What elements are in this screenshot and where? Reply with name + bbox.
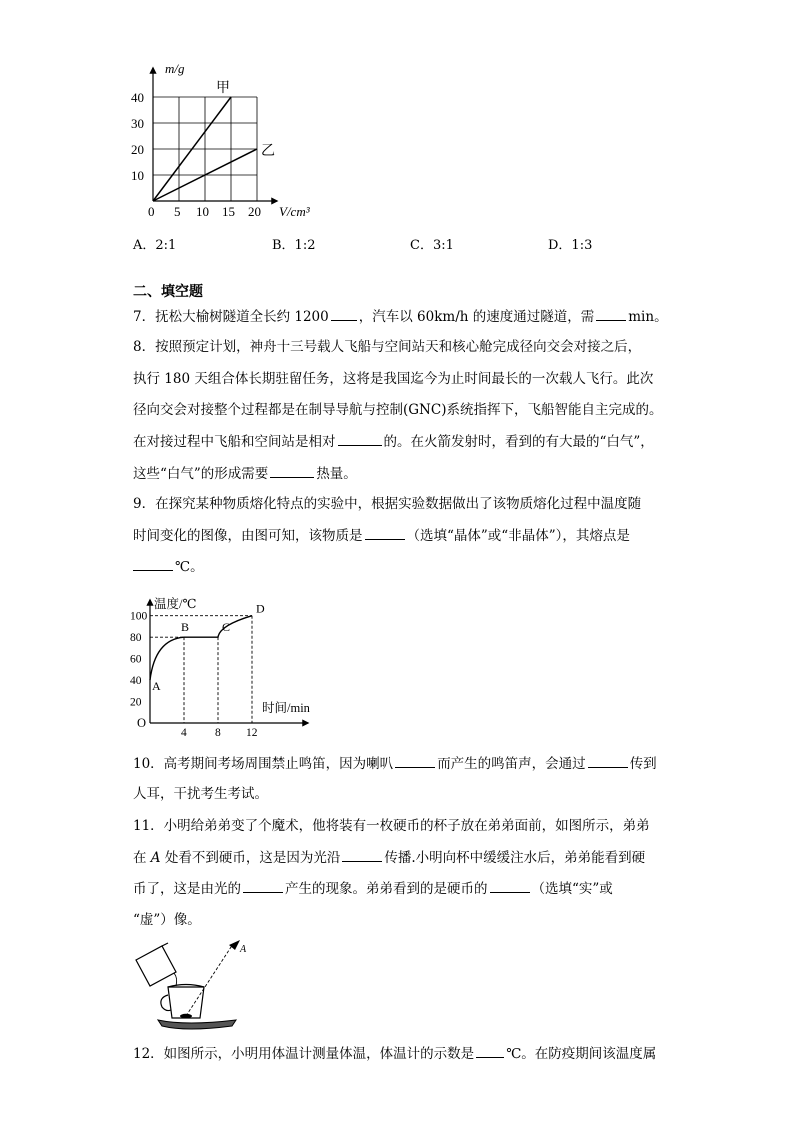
q10-blank-1[interactable] [395,754,435,768]
chart1-grid [153,97,257,201]
pitcher-icon [136,943,176,986]
q11-blank-2[interactable] [243,879,283,893]
cup-icon [161,985,204,1019]
chart1-y-label: m/g [165,61,185,76]
chart1-y-tick: 10 [131,168,144,183]
chart2-x-tick: 4 [181,727,187,737]
chart1-x-label: V/cm³ [279,204,310,219]
q11-text: 在 [133,850,151,866]
q11-text: 传播.小明向杯中缓缓注水后，弟弟能看到硬 [384,850,646,866]
eye-icon [229,940,240,950]
q7-blank-2[interactable] [596,307,626,321]
q11-text: （选填“实”或 [531,881,613,897]
q10-text: 10．高考期间考场周围禁止鸣笛，因为喇叭 [133,756,394,772]
q7-blank-1[interactable] [331,307,357,321]
question-8-line-3: 径向交会对接整个过程都是在制导导航与控制(GNC)系统指挥下，飞船智能自主完成的。 [133,402,663,418]
chart1-x-tick: 15 [222,204,235,219]
question-10-line-1 [133,754,657,773]
saucer-icon [158,1020,236,1029]
question-7 [133,307,668,326]
question-8-line-2: 执行 180 天组合体长期驻留任务，这将是我国迄今为止时间最长的一次载人飞行。此次 [133,371,654,387]
question-9-line-2 [133,526,630,545]
q7-text-3: min。 [628,309,668,325]
q12-text: ℃。在防疫期间该温度属 [506,1046,657,1062]
option-a[interactable]: A．2:1 [133,238,177,253]
q8-text: 这些“白气”的形成需要 [133,466,269,482]
section-title: 二、填空题 [133,284,203,300]
chart1-x-tick: 20 [248,204,261,219]
q9-blank-1[interactable] [365,526,405,540]
cup-coin-figure [128,932,248,1037]
figure-label-a: A [240,944,247,955]
chart2-origin: O [137,716,147,730]
chart1-origin: 0 [148,204,155,219]
melting-curve [150,616,252,680]
question-8-line-5 [133,464,357,483]
chart2-x-tick: 12 [246,727,258,737]
chart2-guides [150,616,252,723]
chart2-y-tick: 20 [130,696,142,709]
q11-blank-1[interactable] [342,848,382,862]
chart2-y-tick: 60 [130,653,142,666]
q9-text: （选填“晶体”或“非晶体”），其熔点是 [406,528,630,544]
chart2-y-tick: 40 [130,675,142,688]
q9-text: 时间变化的图像，由图可知，该物质是 [133,528,363,544]
question-12 [133,1044,656,1063]
q11-text: 币了，这是由光的 [133,881,241,897]
series-jia-label: 甲 [216,81,230,96]
density-chart [125,58,325,228]
q10-text: 而产生的鸣笛声，会通过 [437,756,586,772]
light-ray [186,944,233,1016]
question-11-line-4: “虚”）像。 [133,912,201,928]
q7-text-1: 7．抚松大榆树隧道全长约 1200 [133,309,329,325]
chart1-x-tick: 5 [174,204,181,219]
q12-text: 12．如图所示，小明用体温计测量体温，体温计的示数是 [133,1046,475,1062]
q8-text: 的。在火箭发射时，看到的有大最的“白气”， [383,434,654,450]
point-label-b: B [181,620,190,635]
option-d[interactable]: D．1:3 [548,238,593,253]
q7-text-2: ，汽车以 60km/h 的速度通过隧道，需 [358,309,595,325]
chart2-x-tick: 8 [215,727,221,737]
question-11-line-3 [133,879,613,898]
q10-blank-2[interactable] [588,754,628,768]
chart2-x-label: 时间/min [262,701,310,715]
option-b[interactable]: B．1:2 [272,238,316,253]
q9-text: ℃。 [175,559,204,575]
chart1-y-tick: 30 [131,116,144,131]
question-9-line-1: 9．在探究某种物质熔化特点的实验中，根据实验数据做出了该物质熔化过程中温度随 [133,496,642,512]
q11-text: 处看不到硬币，这是因为光沿 [160,850,341,866]
chart2-y-tick: 100 [130,610,148,623]
point-label-c: C [222,620,231,635]
q8-blank-1[interactable] [338,432,382,446]
point-label-d: D [256,601,265,616]
question-11-line-1: 11．小明给弟弟变了个魔术，他将装有一枚硬币的杯子放在弟弟面前，如图所示，弟弟 [133,818,650,834]
question-11-line-2 [133,848,645,867]
q11-point-a: A [150,850,161,866]
q8-blank-2[interactable] [270,464,314,478]
melting-chart [128,592,328,737]
chart1-y-tick: 40 [131,90,144,105]
q8-text: 热量。 [316,466,357,482]
q12-blank-1[interactable] [476,1044,504,1058]
option-c[interactable]: C．3:1 [410,238,454,253]
q10-text: 传到 [629,756,657,772]
q8-text: 在对接过程中飞船和空间站是相对 [133,434,336,450]
chart2-y-label: 温度/℃ [154,597,197,611]
question-10-line-2: 人耳，干扰考生考试。 [133,786,268,802]
question-8-line-1: 8．按照预定计划，神舟十三号载人飞船与空间站天和核心舱完成径向交会对接之后， [133,339,642,355]
q11-text: 产生的现象。弟弟看到的是硬币的 [285,881,488,897]
water-stream [174,973,177,986]
point-label-a: A [152,679,161,694]
series-yi-label: 乙 [261,144,275,159]
q11-blank-3[interactable] [490,879,530,893]
q9-blank-2[interactable] [133,557,173,571]
chart1-y-tick: 20 [131,142,144,157]
chart1-x-tick: 10 [196,204,209,219]
question-9-line-3 [133,557,204,576]
question-8-line-4 [133,432,654,451]
chart2-y-tick: 80 [130,632,142,645]
